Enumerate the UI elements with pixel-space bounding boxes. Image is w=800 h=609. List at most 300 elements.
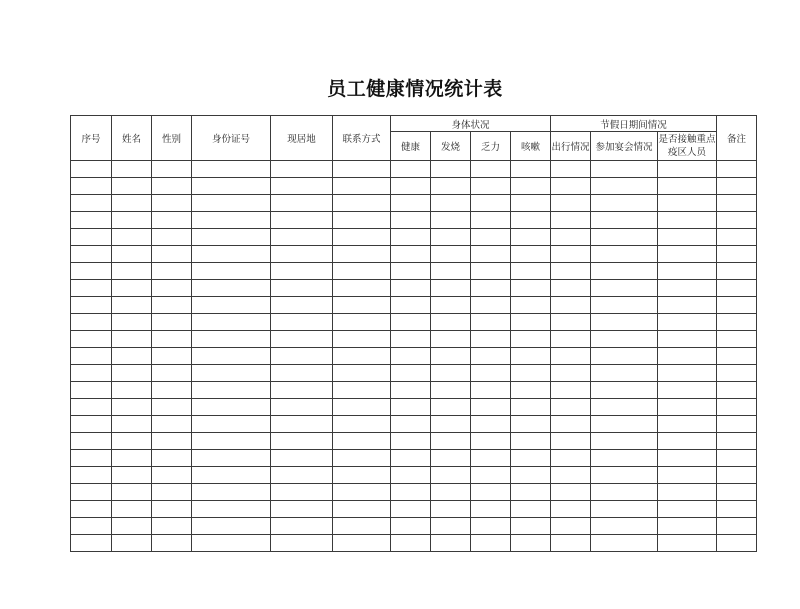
table-cell (717, 246, 757, 263)
table-row (71, 297, 757, 314)
table-cell (431, 484, 471, 501)
table-cell (591, 399, 658, 416)
table-cell (431, 399, 471, 416)
table-cell (591, 348, 658, 365)
table-cell (192, 467, 271, 484)
table-row (71, 399, 757, 416)
table-cell (511, 212, 551, 229)
table-cell (591, 229, 658, 246)
table-cell (717, 535, 757, 552)
table-cell (591, 518, 658, 535)
header-holiday-banquet: 参加宴会情况 (591, 132, 658, 161)
table-cell (333, 450, 391, 467)
table-cell (551, 246, 591, 263)
table-cell (192, 178, 271, 195)
table-row (71, 161, 757, 178)
table-cell (471, 331, 511, 348)
table-cell (591, 484, 658, 501)
table-cell (333, 297, 391, 314)
table-cell (431, 348, 471, 365)
table-cell (431, 195, 471, 212)
table-cell (333, 399, 391, 416)
table-cell (391, 518, 431, 535)
table-cell (717, 331, 757, 348)
table-cell (551, 484, 591, 501)
table-cell (551, 501, 591, 518)
table-cell (391, 382, 431, 399)
table-cell (658, 484, 717, 501)
table-cell (71, 365, 112, 382)
table-cell (511, 195, 551, 212)
table-cell (152, 280, 192, 297)
table-cell (152, 229, 192, 246)
table-cell (391, 365, 431, 382)
table-cell (511, 178, 551, 195)
table-cell (658, 501, 717, 518)
table-cell (152, 297, 192, 314)
header-remarks: 备注 (717, 116, 757, 161)
table-cell (591, 212, 658, 229)
table-cell (333, 195, 391, 212)
table-cell (658, 229, 717, 246)
table-cell (71, 331, 112, 348)
table-cell (551, 195, 591, 212)
table-row (71, 178, 757, 195)
table-cell (658, 161, 717, 178)
table-cell (658, 212, 717, 229)
table-cell (717, 399, 757, 416)
table-cell (71, 382, 112, 399)
table-cell (152, 195, 192, 212)
table-row (71, 280, 757, 297)
table-cell (717, 416, 757, 433)
table-cell (717, 280, 757, 297)
table-cell (511, 433, 551, 450)
table-cell (71, 416, 112, 433)
table-cell (271, 501, 333, 518)
table-cell (591, 535, 658, 552)
table-cell (551, 416, 591, 433)
table-cell (658, 467, 717, 484)
table-cell (431, 314, 471, 331)
table-cell (511, 484, 551, 501)
header-holiday-group: 节假日期间情况 (551, 116, 717, 132)
table-cell (658, 331, 717, 348)
table-cell (152, 314, 192, 331)
table-cell (391, 280, 431, 297)
header-gender: 性别 (152, 116, 192, 161)
table-cell (431, 518, 471, 535)
table-cell (112, 246, 152, 263)
table-cell (271, 484, 333, 501)
table-cell (152, 433, 192, 450)
table-cell (658, 314, 717, 331)
header-id-number: 身份证号 (192, 116, 271, 161)
table-cell (551, 280, 591, 297)
table-cell (658, 297, 717, 314)
table-cell (471, 195, 511, 212)
table-cell (658, 263, 717, 280)
table-cell (511, 535, 551, 552)
table-cell (511, 416, 551, 433)
table-cell (112, 433, 152, 450)
table-cell (71, 229, 112, 246)
table-row (71, 518, 757, 535)
table-cell (551, 297, 591, 314)
table-cell (152, 263, 192, 280)
table-cell (112, 314, 152, 331)
table-cell (551, 450, 591, 467)
table-cell (71, 484, 112, 501)
table-row (71, 331, 757, 348)
table-cell (551, 348, 591, 365)
table-cell (591, 331, 658, 348)
table-cell (112, 518, 152, 535)
table-cell (591, 280, 658, 297)
table-cell (333, 331, 391, 348)
table-cell (471, 212, 511, 229)
table-cell (112, 484, 152, 501)
table-cell (591, 246, 658, 263)
table-cell (471, 382, 511, 399)
table-cell (591, 161, 658, 178)
table-cell (192, 484, 271, 501)
table-cell (192, 348, 271, 365)
table-cell (591, 178, 658, 195)
table-cell (431, 212, 471, 229)
table-cell (431, 229, 471, 246)
table-cell (192, 382, 271, 399)
table-cell (471, 178, 511, 195)
table-cell (658, 178, 717, 195)
table-cell (431, 178, 471, 195)
table-cell (471, 297, 511, 314)
table-cell (112, 399, 152, 416)
table-cell (192, 365, 271, 382)
table-cell (192, 450, 271, 467)
table-cell (471, 518, 511, 535)
table-cell (192, 246, 271, 263)
table-cell (152, 518, 192, 535)
table-cell (658, 450, 717, 467)
table-cell (591, 365, 658, 382)
table-cell (717, 501, 757, 518)
header-contact: 联系方式 (333, 116, 391, 161)
table-row (71, 348, 757, 365)
table-cell (431, 416, 471, 433)
table-cell (71, 280, 112, 297)
table-cell (71, 314, 112, 331)
table-cell (391, 263, 431, 280)
table-cell (152, 450, 192, 467)
table-cell (271, 229, 333, 246)
table-cell (717, 229, 757, 246)
table-cell (391, 161, 431, 178)
table-cell (717, 195, 757, 212)
table-row (71, 212, 757, 229)
table-cell (717, 467, 757, 484)
table-cell (333, 246, 391, 263)
table-cell (71, 399, 112, 416)
table-cell (271, 161, 333, 178)
table-cell (112, 178, 152, 195)
table-cell (591, 467, 658, 484)
table-cell (431, 450, 471, 467)
table-cell (112, 348, 152, 365)
table-cell (511, 501, 551, 518)
table-cell (391, 314, 431, 331)
table-row (71, 535, 757, 552)
table-cell (112, 450, 152, 467)
table-cell (152, 246, 192, 263)
table-cell (511, 399, 551, 416)
table-cell (71, 297, 112, 314)
table-cell (551, 229, 591, 246)
table-cell (551, 331, 591, 348)
table-cell (551, 467, 591, 484)
table-cell (271, 518, 333, 535)
table-cell (431, 382, 471, 399)
table-cell (192, 229, 271, 246)
table-cell (471, 161, 511, 178)
table-cell (192, 331, 271, 348)
table-cell (391, 416, 431, 433)
table-cell (511, 161, 551, 178)
table-cell (391, 297, 431, 314)
table-cell (271, 178, 333, 195)
table-cell (112, 161, 152, 178)
table-cell (112, 365, 152, 382)
table-cell (511, 450, 551, 467)
table-cell (71, 535, 112, 552)
table-cell (152, 365, 192, 382)
table-cell (717, 297, 757, 314)
table-cell (271, 467, 333, 484)
table-cell (271, 433, 333, 450)
table-cell (511, 331, 551, 348)
table-cell (192, 263, 271, 280)
table-cell (271, 382, 333, 399)
header-holiday-travel: 出行情况 (551, 132, 591, 161)
table-cell (333, 382, 391, 399)
table-cell (551, 382, 591, 399)
table-cell (333, 229, 391, 246)
table-cell (391, 212, 431, 229)
table-cell (71, 348, 112, 365)
table-cell (271, 314, 333, 331)
table-row (71, 382, 757, 399)
table-cell (333, 348, 391, 365)
table-cell (271, 450, 333, 467)
table-cell (192, 297, 271, 314)
table-cell (551, 212, 591, 229)
table-cell (112, 382, 152, 399)
table-cell (112, 501, 152, 518)
table-row (71, 365, 757, 382)
table-cell (112, 467, 152, 484)
table-cell (391, 348, 431, 365)
table-cell (471, 314, 511, 331)
table-cell (591, 195, 658, 212)
table-cell (71, 212, 112, 229)
table-cell (71, 518, 112, 535)
table-cell (551, 518, 591, 535)
table-cell (471, 263, 511, 280)
table-cell (192, 314, 271, 331)
table-cell (551, 535, 591, 552)
table-cell (271, 263, 333, 280)
table-cell (658, 399, 717, 416)
table-cell (591, 433, 658, 450)
page-title: 员工健康情况统计表 (327, 78, 503, 100)
table-cell (333, 212, 391, 229)
table-cell (658, 195, 717, 212)
table-cell (71, 161, 112, 178)
header-holiday-contact-epidemic: 是否接触重点疫区人员 (658, 132, 717, 161)
table-cell (471, 484, 511, 501)
table-cell (391, 331, 431, 348)
table-cell (551, 314, 591, 331)
table-cell (112, 535, 152, 552)
table-cell (192, 212, 271, 229)
table-cell (511, 314, 551, 331)
table-cell (471, 501, 511, 518)
table-cell (152, 467, 192, 484)
table-cell (152, 161, 192, 178)
table-cell (391, 433, 431, 450)
table-cell (591, 297, 658, 314)
table-cell (333, 467, 391, 484)
table-cell (391, 229, 431, 246)
table-cell (431, 433, 471, 450)
table-cell (271, 246, 333, 263)
table-cell (511, 229, 551, 246)
table-cell (192, 195, 271, 212)
table-cell (271, 416, 333, 433)
table-cell (431, 365, 471, 382)
table-cell (71, 433, 112, 450)
table-cell (333, 280, 391, 297)
table-cell (431, 467, 471, 484)
table-cell (333, 416, 391, 433)
table-cell (471, 280, 511, 297)
table-cell (391, 535, 431, 552)
table-cell (717, 263, 757, 280)
table-row (71, 263, 757, 280)
table-row (71, 314, 757, 331)
table-cell (431, 161, 471, 178)
table-cell (431, 331, 471, 348)
table-cell (71, 450, 112, 467)
table-cell (271, 297, 333, 314)
table-cell (551, 433, 591, 450)
table-cell (71, 178, 112, 195)
header-name: 姓名 (112, 116, 152, 161)
table-cell (333, 518, 391, 535)
table-cell (471, 348, 511, 365)
table-cell (71, 467, 112, 484)
table-cell (271, 365, 333, 382)
header-seq: 序号 (71, 116, 112, 161)
table-cell (658, 382, 717, 399)
table-cell (152, 178, 192, 195)
table-cell (152, 535, 192, 552)
table-cell (717, 484, 757, 501)
table-cell (591, 501, 658, 518)
table-cell (511, 382, 551, 399)
table-cell (551, 365, 591, 382)
table-cell (717, 178, 757, 195)
table-cell (152, 399, 192, 416)
table-cell (431, 535, 471, 552)
table-cell (591, 416, 658, 433)
table-cell (192, 416, 271, 433)
table-row (71, 484, 757, 501)
table-cell (192, 399, 271, 416)
table-cell (511, 518, 551, 535)
table-cell (333, 501, 391, 518)
table-cell (471, 365, 511, 382)
table-cell (658, 416, 717, 433)
table-cell (391, 467, 431, 484)
table-cell (112, 212, 152, 229)
table-cell (471, 416, 511, 433)
table-cell (192, 535, 271, 552)
table-cell (271, 212, 333, 229)
table-row (71, 467, 757, 484)
table-cell (658, 348, 717, 365)
table-cell (511, 348, 551, 365)
table-cell (431, 246, 471, 263)
table-cell (112, 263, 152, 280)
header-health-group: 身体状况 (391, 116, 551, 132)
table-cell (112, 297, 152, 314)
table-cell (333, 263, 391, 280)
table-cell (333, 161, 391, 178)
table-cell (658, 246, 717, 263)
header-residence: 现居地 (271, 116, 333, 161)
table-cell (431, 263, 471, 280)
table-cell (71, 246, 112, 263)
table-cell (511, 365, 551, 382)
table-cell (333, 535, 391, 552)
table-cell (271, 348, 333, 365)
table-cell (717, 450, 757, 467)
table-cell (511, 246, 551, 263)
table-body (71, 161, 757, 552)
table-cell (152, 484, 192, 501)
table-cell (551, 161, 591, 178)
table-row (71, 450, 757, 467)
table-cell (471, 433, 511, 450)
header-health-fever: 发烧 (431, 132, 471, 161)
table-cell (511, 263, 551, 280)
table-cell (152, 212, 192, 229)
table-cell (717, 382, 757, 399)
table-cell (333, 433, 391, 450)
header-health-cough: 咳嗽 (511, 132, 551, 161)
header-health-healthy: 健康 (391, 132, 431, 161)
table-cell (391, 484, 431, 501)
table-cell (717, 314, 757, 331)
table-cell (717, 365, 757, 382)
table-cell (658, 280, 717, 297)
table-cell (192, 161, 271, 178)
table-cell (152, 382, 192, 399)
table-cell (511, 280, 551, 297)
table-cell (431, 280, 471, 297)
table-cell (471, 246, 511, 263)
